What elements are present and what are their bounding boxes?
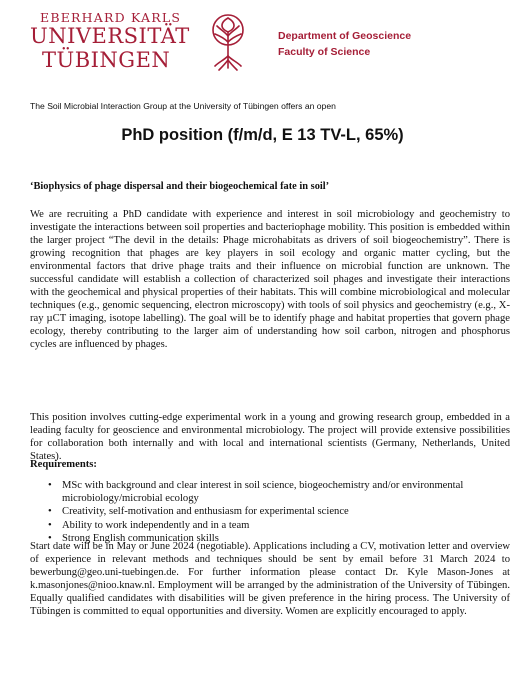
logo-line-3: TÜBINGEN	[42, 48, 171, 72]
list-item: • Ability to work independently and in a team	[62, 520, 502, 533]
requirements-list	[62, 480, 502, 547]
list-item: • Strong English communication skills	[62, 533, 502, 546]
faculty-name: Faculty of Science	[278, 46, 371, 58]
department-name: Department of Geoscience	[278, 30, 412, 42]
paragraph-position: This position involves cutting-edge experimental work in a young and growing research group, embedded in a leading faculty for geoscience and environmental microbiology. The project will provide extensive possibilities for collaboration both internally and with local and international scientists (Germany, Netherlands, United States).	[30, 412, 510, 462]
intro-line: The Soil Microbial Interaction Group at the University of Tübingen offers an open	[30, 101, 336, 111]
page-title: PhD position (f/m/d, E 13 TV-L, 65%)	[121, 126, 404, 144]
department-block	[278, 28, 411, 60]
paragraph-application: Start date will be in May or June 2024 (negotiable). Applications including a CV, motivation letter and overview of experience in relevant methods and techniques should be sent by email before 31 March 2024 to bewerbung@geo.uni-tuebingen.de. For further information please contact Dr. Kyle Mason-Jones at k.masonjones@nioo.knaw.nl. Employment will be arranged by the administration of the University of Tübingen. Equally qualified candidates with disabilities will be given preference in the hiring process. The University of Tübingen is committed to equal opportunities and diversity. Women are explicitly encouraged to apply.	[30, 541, 510, 617]
tree-seal-icon	[207, 12, 249, 74]
list-item: • Creativity, self-motivation and enthusiasm for experimental science	[62, 506, 502, 519]
project-title: ‘Biophysics of phage dispersal and their biogeochemical fate in soil’	[30, 181, 330, 192]
requirements-heading: Requirements:	[30, 459, 97, 470]
logo-line-1: EBERHARD KARLS	[40, 10, 182, 25]
logo-line-2: UNIVERSITÄT	[30, 24, 190, 48]
paragraph-description: We are recruiting a PhD candidate with experience and interest in soil microbiology and geochemistry to investigate the interactions between soil properties and bacteriophage mobility. This position is embedded within the larger project “The devil in the details: Phage microhabitats as drivers of soil biogeochemistry”. There is growing recognition that phages are key players in soil ecology and organic matter cycling, but the environmental factors that drive phage traits and their influence on microbial function are unknown. The successful candidate will establish a collection of characterized soil phages and investigate their interactions with the geochemical and physical properties of their habitats. This will combine microbiological and molecular techniques (e.g., genomic sequencing, electron microscopy) with tools of soil physics and geochemistry (e.g., X-ray µCT imaging, isotope labelling). The goal will be to identify phage and habitat properties that govern phage ecology, thereby contributing to the larger aim of understanding how soil carbon, nitrogen and phosphorus cycles are influenced by phages.	[30, 209, 510, 350]
list-item: • MSc with background and clear interest in soil science, biogeochemistry and/or environmental microbiology/microbial ecology	[62, 480, 502, 505]
